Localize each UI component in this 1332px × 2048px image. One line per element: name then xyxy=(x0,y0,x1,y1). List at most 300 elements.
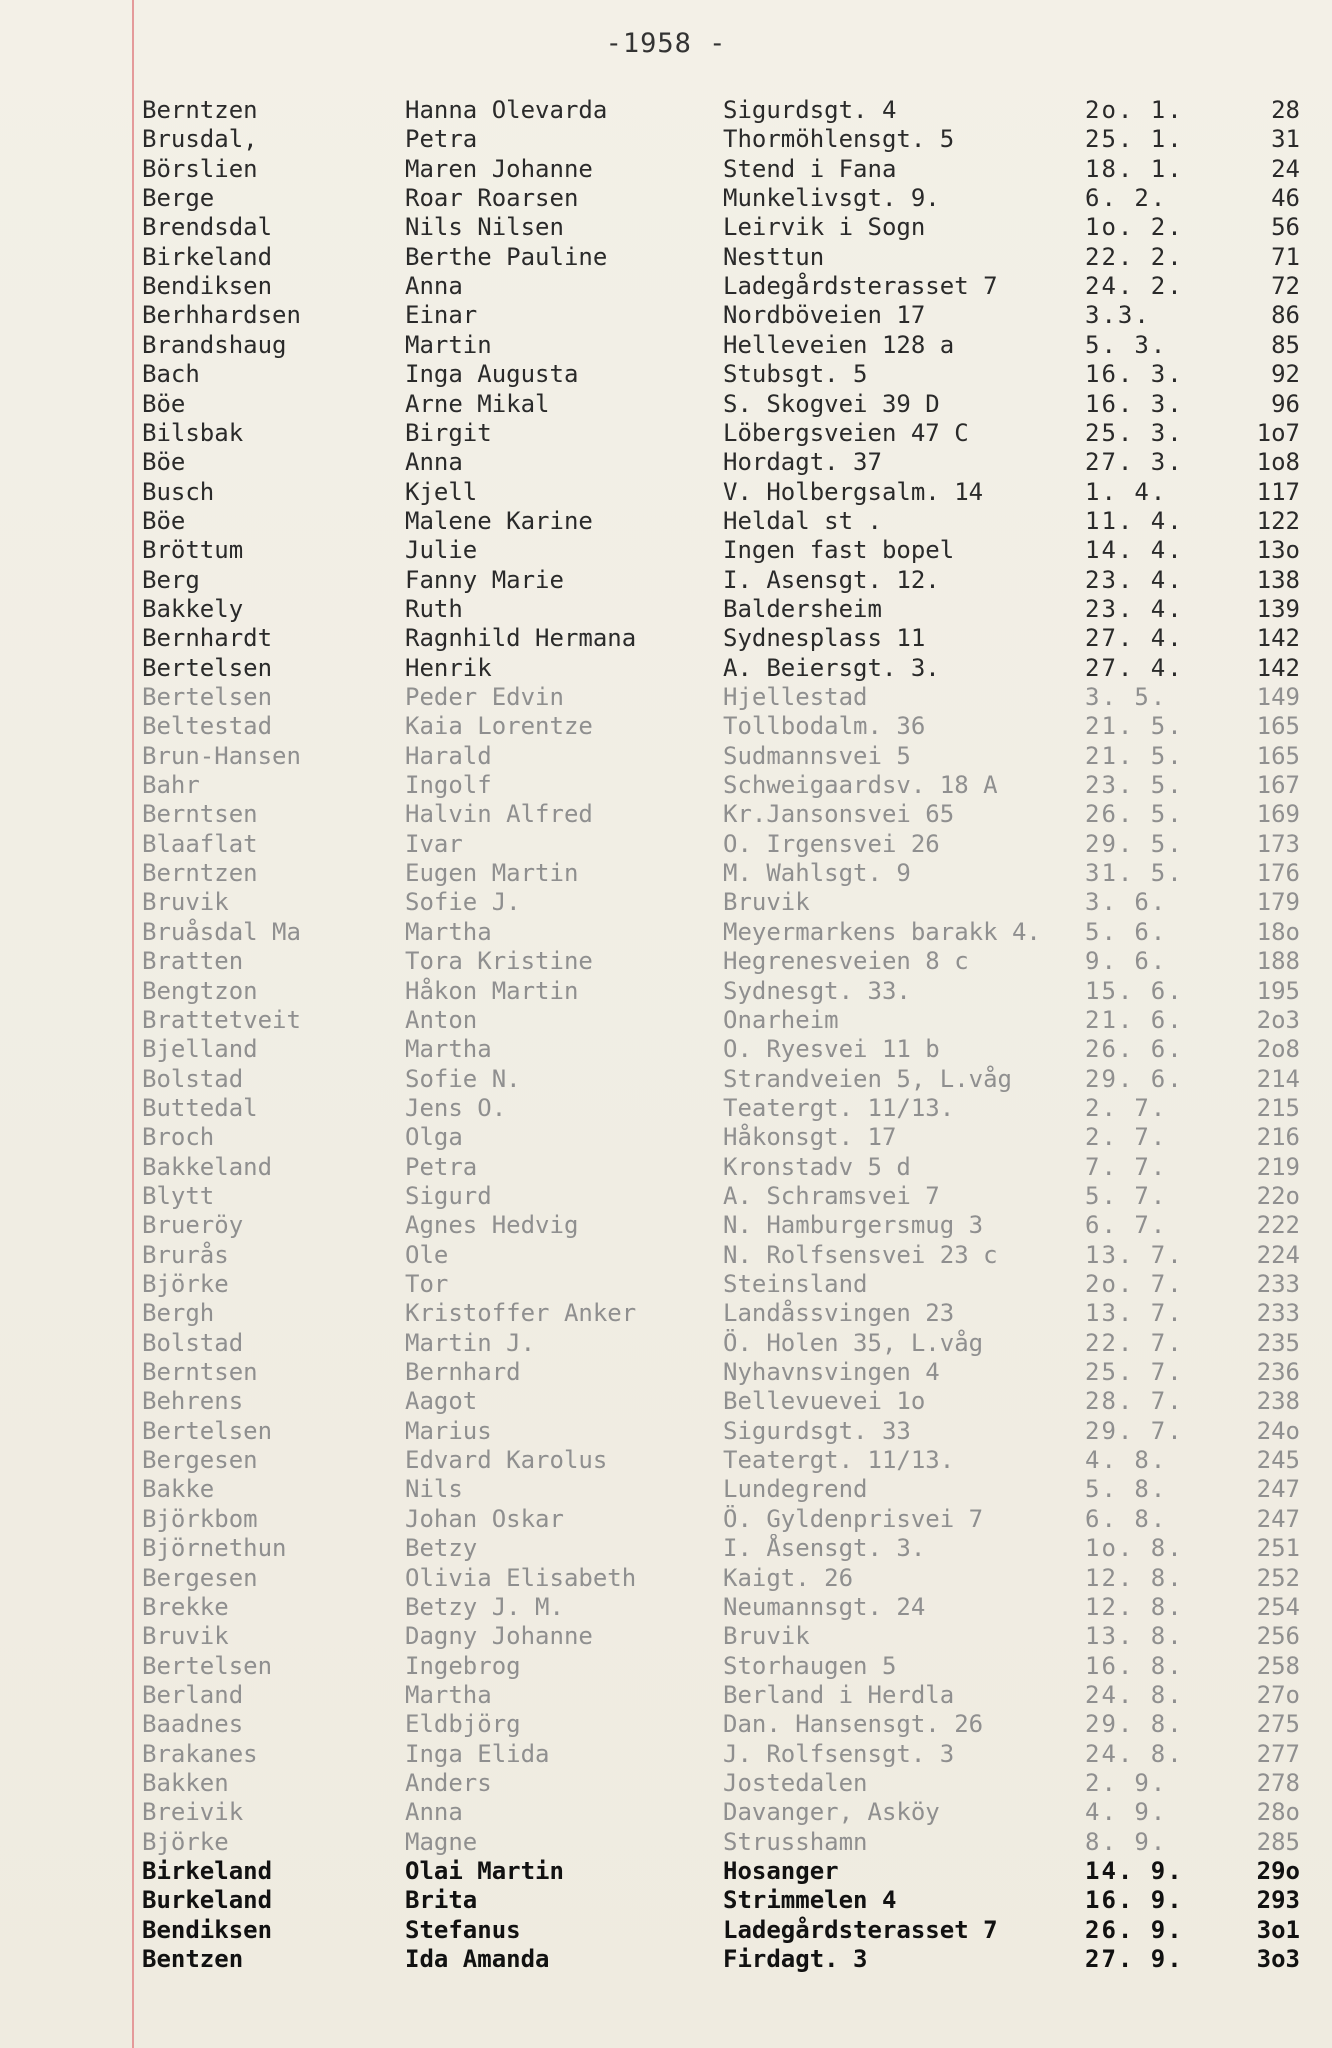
surname-cell: Bjelland xyxy=(142,1035,258,1063)
register-row xyxy=(0,1593,1332,1622)
firstname-cell: Brita xyxy=(405,1886,478,1914)
number-cell: 71 xyxy=(1271,243,1300,271)
date-cell: 5. 3. xyxy=(1085,331,1168,359)
register-row xyxy=(0,1006,1332,1035)
date-cell: 18. 1. xyxy=(1085,155,1184,183)
register-row xyxy=(0,1153,1332,1182)
register-row xyxy=(0,1270,1332,1299)
surname-cell: Bertelsen xyxy=(142,654,273,682)
register-row xyxy=(0,272,1332,301)
address-cell: N. Hamburgersmug 3 xyxy=(723,1211,984,1239)
firstname-cell: Magne xyxy=(405,1828,478,1856)
date-cell: 29. 6. xyxy=(1085,1065,1184,1093)
date-cell: 27. 4. xyxy=(1085,624,1184,652)
surname-cell: Bakke xyxy=(142,1475,215,1503)
address-cell: Steinsland xyxy=(723,1270,868,1298)
address-cell: Stend i Fana xyxy=(723,155,897,183)
address-cell: Dan. Hansensgt. 26 xyxy=(723,1710,984,1738)
register-row xyxy=(0,301,1332,330)
date-cell: 21. 5. xyxy=(1085,712,1184,740)
number-cell: 222 xyxy=(1256,1211,1300,1239)
number-cell: 27o xyxy=(1256,1681,1300,1709)
number-cell: 251 xyxy=(1256,1534,1300,1562)
number-cell: 56 xyxy=(1271,213,1300,241)
surname-cell: Breivik xyxy=(142,1798,244,1826)
address-cell: Lundegrend xyxy=(723,1475,868,1503)
address-cell: O. Ryesvei 11 b xyxy=(723,1035,940,1063)
firstname-cell: Martin xyxy=(405,331,492,359)
number-cell: 86 xyxy=(1271,301,1300,329)
date-cell: 14. 9. xyxy=(1085,1857,1184,1885)
surname-cell: Björkbom xyxy=(142,1505,258,1533)
surname-cell: Buttedal xyxy=(142,1094,258,1122)
number-cell: 167 xyxy=(1256,771,1300,799)
firstname-cell: Nils xyxy=(405,1475,463,1503)
firstname-cell: Stefanus xyxy=(405,1916,521,1944)
number-cell: 24o xyxy=(1256,1417,1300,1445)
address-cell: Munkelivsgt. 9. xyxy=(723,184,940,212)
firstname-cell: Johan Oskar xyxy=(405,1505,564,1533)
number-cell: 1o7 xyxy=(1256,419,1300,447)
surname-cell: Berntsen xyxy=(142,1358,258,1386)
number-cell: 3o1 xyxy=(1256,1916,1300,1944)
date-cell: 13. 7. xyxy=(1085,1299,1184,1327)
register-row xyxy=(0,977,1332,1006)
register-row xyxy=(0,859,1332,888)
surname-cell: Bendiksen xyxy=(142,272,273,300)
register-row xyxy=(0,478,1332,507)
register-row xyxy=(0,1681,1332,1710)
surname-cell: Bolstad xyxy=(142,1329,244,1357)
register-row xyxy=(0,1358,1332,1387)
address-cell: J. Rolfsensgt. 3 xyxy=(723,1740,955,1768)
surname-cell: Brattetveit xyxy=(142,1006,301,1034)
register-row xyxy=(0,1945,1332,1974)
surname-cell: Brurås xyxy=(142,1241,229,1269)
number-cell: 245 xyxy=(1256,1446,1300,1474)
date-cell: 12. 8. xyxy=(1085,1593,1184,1621)
firstname-cell: Harald xyxy=(405,742,492,770)
date-cell: 31. 5. xyxy=(1085,859,1184,887)
number-cell: 275 xyxy=(1256,1710,1300,1738)
number-cell: 18o xyxy=(1256,918,1300,946)
number-cell: 165 xyxy=(1256,742,1300,770)
register-row xyxy=(0,918,1332,947)
number-cell: 236 xyxy=(1256,1358,1300,1386)
firstname-cell: Birgit xyxy=(405,419,492,447)
register-row xyxy=(0,1534,1332,1563)
register-row xyxy=(0,1211,1332,1240)
date-cell: 25. 7. xyxy=(1085,1358,1184,1386)
register-row xyxy=(0,1798,1332,1827)
number-cell: 122 xyxy=(1256,507,1300,535)
number-cell: 216 xyxy=(1256,1123,1300,1151)
address-cell: Nesttun xyxy=(723,243,825,271)
firstname-cell: Dagny Johanne xyxy=(405,1622,593,1650)
date-cell: 11. 4. xyxy=(1085,507,1184,535)
date-cell: 21. 6. xyxy=(1085,1006,1184,1034)
surname-cell: Bakkeland xyxy=(142,1153,273,1181)
register-row xyxy=(0,771,1332,800)
surname-cell: Bertelsen xyxy=(142,1417,273,1445)
firstname-cell: Kjell xyxy=(405,478,478,506)
register-row xyxy=(0,1417,1332,1446)
address-cell: Kr.Jansonsvei 65 xyxy=(723,800,955,828)
address-cell: Sigurdsgt. 33 xyxy=(723,1417,911,1445)
surname-cell: Berntzen xyxy=(142,859,258,887)
firstname-cell: Håkon Martin xyxy=(405,977,579,1005)
firstname-cell: Martha xyxy=(405,918,492,946)
surname-cell: Björke xyxy=(142,1270,229,1298)
surname-cell: Bergesen xyxy=(142,1564,258,1592)
address-cell: Strusshamn xyxy=(723,1828,868,1856)
address-cell: Strandveien 5, L.våg xyxy=(723,1065,1012,1093)
register-row xyxy=(0,1564,1332,1593)
date-cell: 5. 7. xyxy=(1085,1182,1168,1210)
surname-cell: Berntzen xyxy=(142,96,258,124)
number-cell: 179 xyxy=(1256,888,1300,916)
surname-cell: Baadnes xyxy=(142,1710,244,1738)
surname-cell: Börslien xyxy=(142,155,258,183)
number-cell: 215 xyxy=(1256,1094,1300,1122)
date-cell: 24. 8. xyxy=(1085,1681,1184,1709)
date-cell: 2o. 1. xyxy=(1085,96,1184,124)
register-row xyxy=(0,1475,1332,1504)
surname-cell: Brekke xyxy=(142,1593,229,1621)
address-cell: Sydnesplass 11 xyxy=(723,624,926,652)
firstname-cell: Agnes Hedvig xyxy=(405,1211,579,1239)
address-cell: Helleveien 128 a xyxy=(723,331,955,359)
firstname-cell: Ingebrog xyxy=(405,1652,521,1680)
firstname-cell: Jens O. xyxy=(405,1094,507,1122)
surname-cell: Bilsbak xyxy=(142,419,244,447)
number-cell: 3o3 xyxy=(1256,1945,1300,1973)
date-cell: 15. 6. xyxy=(1085,977,1184,1005)
firstname-cell: Bernhard xyxy=(405,1358,521,1386)
date-cell: 4. 9. xyxy=(1085,1798,1168,1826)
number-cell: 173 xyxy=(1256,830,1300,858)
number-cell: 138 xyxy=(1256,566,1300,594)
date-cell: 16. 9. xyxy=(1085,1886,1184,1914)
firstname-cell: Fanny Marie xyxy=(405,566,564,594)
address-cell: Kronstadv 5 d xyxy=(723,1153,911,1181)
number-cell: 258 xyxy=(1256,1652,1300,1680)
firstname-cell: Betzy xyxy=(405,1534,478,1562)
firstname-cell: Anna xyxy=(405,1798,463,1826)
date-cell: 29. 8. xyxy=(1085,1710,1184,1738)
address-cell: M. Wahlsgt. 9 xyxy=(723,859,911,887)
date-cell: 2o. 7. xyxy=(1085,1270,1184,1298)
register-row xyxy=(0,595,1332,624)
firstname-cell: Ivar xyxy=(405,830,463,858)
number-cell: 1o8 xyxy=(1256,448,1300,476)
surname-cell: Bahr xyxy=(142,771,200,799)
register-row xyxy=(0,742,1332,771)
date-cell: 9. 6. xyxy=(1085,947,1168,975)
surname-cell: Bruåsdal Ma xyxy=(142,918,301,946)
number-cell: 92 xyxy=(1271,360,1300,388)
firstname-cell: Sigurd xyxy=(405,1182,492,1210)
number-cell: 85 xyxy=(1271,331,1300,359)
firstname-cell: Hanna Olevarda xyxy=(405,96,608,124)
page-year: -1958 - xyxy=(605,28,727,59)
date-cell: 4. 8. xyxy=(1085,1446,1168,1474)
firstname-cell: Ole xyxy=(405,1241,449,1269)
firstname-cell: Arne Mikal xyxy=(405,390,550,418)
number-cell: 233 xyxy=(1256,1270,1300,1298)
address-cell: Baldersheim xyxy=(723,595,882,623)
date-cell: 3.3. xyxy=(1085,301,1151,329)
date-cell: 25. 3. xyxy=(1085,419,1184,447)
address-cell: Ö. Gyldenprisvei 7 xyxy=(723,1505,984,1533)
register-row xyxy=(0,507,1332,536)
register-row xyxy=(0,213,1332,242)
number-cell: 214 xyxy=(1256,1065,1300,1093)
firstname-cell: Julie xyxy=(405,536,478,564)
address-cell: Bellevuevei 1o xyxy=(723,1387,926,1415)
number-cell: 139 xyxy=(1256,595,1300,623)
address-cell: Nordböveien 17 xyxy=(723,301,926,329)
firstname-cell: Kristoffer Anker xyxy=(405,1299,637,1327)
address-cell: O. Irgensvei 26 xyxy=(723,830,940,858)
surname-cell: Böe xyxy=(142,507,186,535)
firstname-cell: Martin J. xyxy=(405,1329,536,1357)
firstname-cell: Eugen Martin xyxy=(405,859,579,887)
surname-cell: Bendiksen xyxy=(142,1916,273,1944)
address-cell: Ingen fast bopel xyxy=(723,536,955,564)
address-cell: Hegrenesveien 8 c xyxy=(723,947,969,975)
surname-cell: Bach xyxy=(142,360,200,388)
register-row xyxy=(0,1329,1332,1358)
surname-cell: Behrens xyxy=(142,1387,244,1415)
surname-cell: Birkeland xyxy=(142,243,273,271)
surname-cell: Berntsen xyxy=(142,800,258,828)
surname-cell: Böe xyxy=(142,448,186,476)
date-cell: 26. 9. xyxy=(1085,1916,1184,1944)
register-row xyxy=(0,947,1332,976)
address-cell: A. Beiersgt. 3. xyxy=(723,654,940,682)
address-cell: V. Holbergsalm. 14 xyxy=(723,478,984,506)
register-row xyxy=(0,1828,1332,1857)
register-row xyxy=(0,624,1332,653)
address-cell: Storhaugen 5 xyxy=(723,1652,897,1680)
firstname-cell: Petra xyxy=(405,125,478,153)
number-cell: 142 xyxy=(1256,654,1300,682)
firstname-cell: Inga Augusta xyxy=(405,360,579,388)
firstname-cell: Anna xyxy=(405,272,463,300)
surname-cell: Björke xyxy=(142,1828,229,1856)
surname-cell: Bertelsen xyxy=(142,683,273,711)
firstname-cell: Olivia Elisabeth xyxy=(405,1564,637,1592)
surname-cell: Bentzen xyxy=(142,1945,244,1973)
date-cell: 1. 4. xyxy=(1085,478,1168,506)
number-cell: 233 xyxy=(1256,1299,1300,1327)
firstname-cell: Nils Nilsen xyxy=(405,213,564,241)
surname-cell: Berland xyxy=(142,1681,244,1709)
address-cell: Berland i Herdla xyxy=(723,1681,955,1709)
firstname-cell: Marius xyxy=(405,1417,492,1445)
date-cell: 24. 8. xyxy=(1085,1740,1184,1768)
date-cell: 29. 5. xyxy=(1085,830,1184,858)
surname-cell: Bruvik xyxy=(142,1622,229,1650)
surname-cell: Björnethun xyxy=(142,1534,287,1562)
date-cell: 6. 8. xyxy=(1085,1505,1168,1533)
firstname-cell: Henrik xyxy=(405,654,492,682)
address-cell: I. Åsensgt. 3. xyxy=(723,1534,926,1562)
number-cell: 24 xyxy=(1271,155,1300,183)
register-row xyxy=(0,536,1332,565)
date-cell: 16. 3. xyxy=(1085,360,1184,388)
address-cell: Jostedalen xyxy=(723,1769,868,1797)
date-cell: 27. 9. xyxy=(1085,1945,1184,1973)
date-cell: 23. 4. xyxy=(1085,595,1184,623)
register-row xyxy=(0,96,1332,125)
number-cell: 2o8 xyxy=(1256,1035,1300,1063)
surname-cell: Burkeland xyxy=(142,1886,273,1914)
address-cell: Bruvik xyxy=(723,888,810,916)
register-row xyxy=(0,683,1332,712)
date-cell: 12. 8. xyxy=(1085,1564,1184,1592)
firstname-cell: Malene Karine xyxy=(405,507,593,535)
number-cell: 247 xyxy=(1256,1475,1300,1503)
surname-cell: Berhhardsen xyxy=(142,301,301,329)
date-cell: 28. 7. xyxy=(1085,1387,1184,1415)
surname-cell: Bakken xyxy=(142,1769,229,1797)
number-cell: 96 xyxy=(1271,390,1300,418)
address-cell: Sydnesgt. 33. xyxy=(723,977,911,1005)
date-cell: 1o. 8. xyxy=(1085,1534,1184,1562)
number-cell: 176 xyxy=(1256,859,1300,887)
firstname-cell: Martha xyxy=(405,1035,492,1063)
firstname-cell: Halvin Alfred xyxy=(405,800,593,828)
address-cell: Sudmannsvei 5 xyxy=(723,742,911,770)
firstname-cell: Kaia Lorentze xyxy=(405,712,593,740)
firstname-cell: Roar Roarsen xyxy=(405,184,579,212)
surname-cell: Bruvik xyxy=(142,888,229,916)
address-cell: Hordagt. 37 xyxy=(723,448,882,476)
surname-cell: Busch xyxy=(142,478,215,506)
surname-cell: Bertelsen xyxy=(142,1652,273,1680)
address-cell: Davanger, Asköy xyxy=(723,1798,940,1826)
surname-cell: Bergh xyxy=(142,1299,215,1327)
firstname-cell: Petra xyxy=(405,1153,478,1181)
firstname-cell: Peder Edvin xyxy=(405,683,564,711)
surname-cell: Brandshaug xyxy=(142,331,287,359)
firstname-cell: Anna xyxy=(405,448,463,476)
register-row xyxy=(0,1182,1332,1211)
firstname-cell: Ragnhild Hermana xyxy=(405,624,637,652)
date-cell: 3. 6. xyxy=(1085,888,1168,916)
address-cell: Stubsgt. 5 xyxy=(723,360,868,388)
number-cell: 219 xyxy=(1256,1153,1300,1181)
date-cell: 7. 7. xyxy=(1085,1153,1168,1181)
number-cell: 277 xyxy=(1256,1740,1300,1768)
address-cell: Firdagt. 3 xyxy=(723,1945,868,1973)
number-cell: 195 xyxy=(1256,977,1300,1005)
date-cell: 23. 4. xyxy=(1085,566,1184,594)
date-cell: 2. 9. xyxy=(1085,1769,1168,1797)
surname-cell: Brun-Hansen xyxy=(142,742,301,770)
surname-cell: Bröttum xyxy=(142,536,244,564)
number-cell: 235 xyxy=(1256,1329,1300,1357)
firstname-cell: Olga xyxy=(405,1123,463,1151)
number-cell: 188 xyxy=(1256,947,1300,975)
surname-cell: Brendsdal xyxy=(142,213,273,241)
date-cell: 16. 3. xyxy=(1085,390,1184,418)
firstname-cell: Ingolf xyxy=(405,771,492,799)
firstname-cell: Einar xyxy=(405,301,478,329)
date-cell: 13. 8. xyxy=(1085,1622,1184,1650)
register-row xyxy=(0,184,1332,213)
number-cell: 149 xyxy=(1256,683,1300,711)
surname-cell: Bernhardt xyxy=(142,624,273,652)
date-cell: 22. 2. xyxy=(1085,243,1184,271)
firstname-cell: Betzy J. M. xyxy=(405,1593,564,1621)
surname-cell: Bengtzon xyxy=(142,977,258,1005)
firstname-cell: Ruth xyxy=(405,595,463,623)
firstname-cell: Anders xyxy=(405,1769,492,1797)
date-cell: 27. 3. xyxy=(1085,448,1184,476)
address-cell: I. Asensgt. 12. xyxy=(723,566,940,594)
address-cell: N. Rolfsensvei 23 c xyxy=(723,1241,998,1269)
number-cell: 117 xyxy=(1256,478,1300,506)
firstname-cell: Aagot xyxy=(405,1387,478,1415)
date-cell: 25. 1. xyxy=(1085,125,1184,153)
register-row xyxy=(0,125,1332,154)
surname-cell: Bolstad xyxy=(142,1065,244,1093)
date-cell: 8. 9. xyxy=(1085,1828,1168,1856)
address-cell: Schweigaardsv. 18 A xyxy=(723,771,998,799)
surname-cell: Bratten xyxy=(142,947,244,975)
surname-cell: Brusdal, xyxy=(142,125,258,153)
surname-cell: Berge xyxy=(142,184,215,212)
register-row xyxy=(0,1886,1332,1915)
register-row xyxy=(0,1652,1332,1681)
address-cell: Löbergsveien 47 C xyxy=(723,419,969,447)
address-cell: Strimmelen 4 xyxy=(723,1886,897,1914)
date-cell: 23. 5. xyxy=(1085,771,1184,799)
register-row xyxy=(0,243,1332,272)
register-row xyxy=(0,830,1332,859)
date-cell: 27. 4. xyxy=(1085,654,1184,682)
number-cell: 46 xyxy=(1271,184,1300,212)
register-row xyxy=(0,155,1332,184)
register-row xyxy=(0,360,1332,389)
firstname-cell: Sofie J. xyxy=(405,888,521,916)
address-cell: Teatergt. 11/13. xyxy=(723,1446,955,1474)
register-row xyxy=(0,331,1332,360)
firstname-cell: Tora Kristine xyxy=(405,947,593,975)
number-cell: 224 xyxy=(1256,1241,1300,1269)
address-cell: Ö. Holen 35, L.våg xyxy=(723,1329,984,1357)
number-cell: 238 xyxy=(1256,1387,1300,1415)
number-cell: 254 xyxy=(1256,1593,1300,1621)
register-row xyxy=(0,800,1332,829)
address-cell: Bruvik xyxy=(723,1622,810,1650)
date-cell: 13. 7. xyxy=(1085,1241,1184,1269)
firstname-cell: Anton xyxy=(405,1006,478,1034)
date-cell: 5. 6. xyxy=(1085,918,1168,946)
date-cell: 22. 7. xyxy=(1085,1329,1184,1357)
number-cell: 13o xyxy=(1256,536,1300,564)
date-cell: 6. 7. xyxy=(1085,1211,1168,1239)
address-cell: Sigurdsgt. 4 xyxy=(723,96,897,124)
number-cell: 28 xyxy=(1271,96,1300,124)
register-row xyxy=(0,1740,1332,1769)
address-cell: Kaigt. 26 xyxy=(723,1564,854,1592)
firstname-cell: Eldbjörg xyxy=(405,1710,521,1738)
number-cell: 278 xyxy=(1256,1769,1300,1797)
